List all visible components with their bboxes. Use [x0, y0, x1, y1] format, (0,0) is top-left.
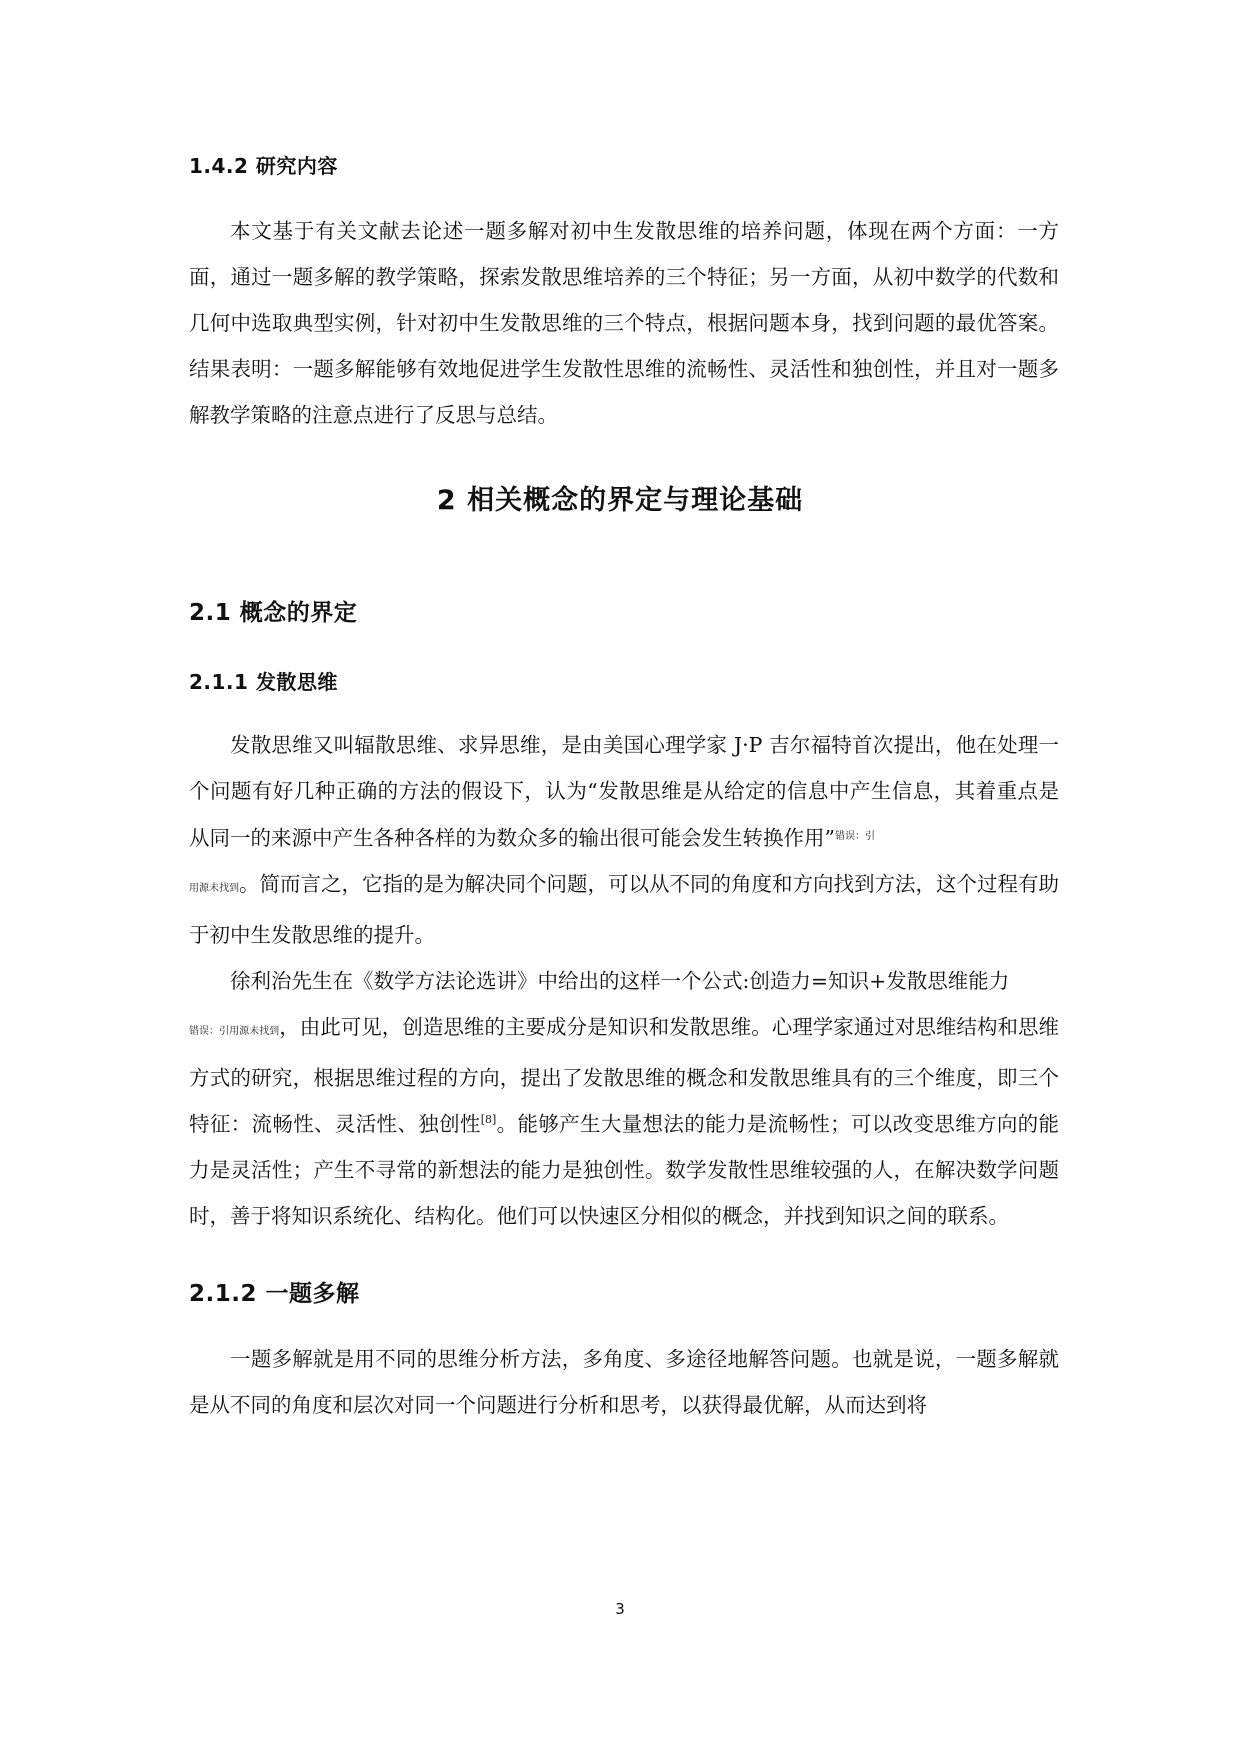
paragraph-multiple-solutions: 一题多解就是用不同的思维分析方法，多角度、多途径地解答问题。也就是说，一题多解就是从不同的角度和层次对同一个问题进行分析和思考，以获得最优解，从而达到将 [189, 1347, 1059, 1417]
section-heading-2-1: 2.1 概念的界定 [189, 600, 358, 626]
paragraph-divergent-thinking-definition [189, 722, 1059, 958]
section-heading-1-4-2: 1.4.2 研究内容 [189, 154, 338, 178]
formula-text-cont: ，由此可见，创造思维的主要成分是知识和发散思维。心理学家通过对思维结构和思维方式的研究，根据思维过程的方向，提出了发散思维的概念和发散思维具有的三个维度，即三个特征：流畅性、灵活性、独创性 [189, 1015, 1060, 1136]
page-number: 3 [615, 1600, 625, 1618]
divergent-thinking-block [189, 722, 1059, 1239]
reference-error-note-cont: 用源未找到 [189, 883, 239, 894]
paragraph-creativity-formula [189, 958, 1059, 1239]
citation-8: [8] [480, 1113, 497, 1126]
formula-text: 徐利治先生在《数学方法论选讲》中给出的这样一个公式:创造力=知识+发散思维能力 [230, 969, 1010, 993]
definition-text: 发散思维又叫辐散思维、求异思维，是由美国心理学家 J·P 吉尔福特首次提出，他在处理一个问题有好几种正确的方法的假设下，认为“发散思维是从给定的信息中产生信息，其着重点是从同一的来源中产生各种各样的为数众多的输出很可能会发生转换作用” [189, 733, 1059, 850]
formula-text-end: 。能够产生大量想法的能力是流畅性；可以改变思维方向的能力是灵活性；产生不寻常的新想法的能力是独创性。数学发散性思维较强的人，在解决数学问题时，善于将知识系统化、结构化。他们可以快速区分相似的概念，并找到知识之间的联系。 [189, 1112, 1059, 1228]
chapter-title: 2 相关概念的界定与理论基础 [436, 485, 804, 516]
reference-error-note: 错误：引 [834, 831, 875, 842]
section-heading-2-1-1: 2.1.1 发散思维 [189, 670, 338, 694]
paragraph-research-content: 本文基于有关文献去论述一题多解对初中生发散思维的培养问题，体现在两个方面：一方面，通过一题多解的教学策略，探索发散思维培养的三个特征；另一方面，从初中数学的代数和几何中选取典型实例，针对初中生发散思维的三个特点，根据问题本身，找到问题的最优答案。结果表明：一题多解能够有效地促进学生发散性思维的流畅性、灵活性和独创性，并且对一题多解教学策略的注意点进行了反思与总结。 [189, 219, 1059, 427]
definition-text-cont: 。简而言之，它指的是为解决同个问题，可以从不同的角度和方向找到方法，这个过程有助于初中生发散思维的提升。 [189, 872, 1059, 947]
section-heading-2-1-2: 2.1.2 一题多解 [189, 1281, 360, 1307]
reference-error-note-2: 错误：引用源未找到 [189, 1026, 280, 1037]
